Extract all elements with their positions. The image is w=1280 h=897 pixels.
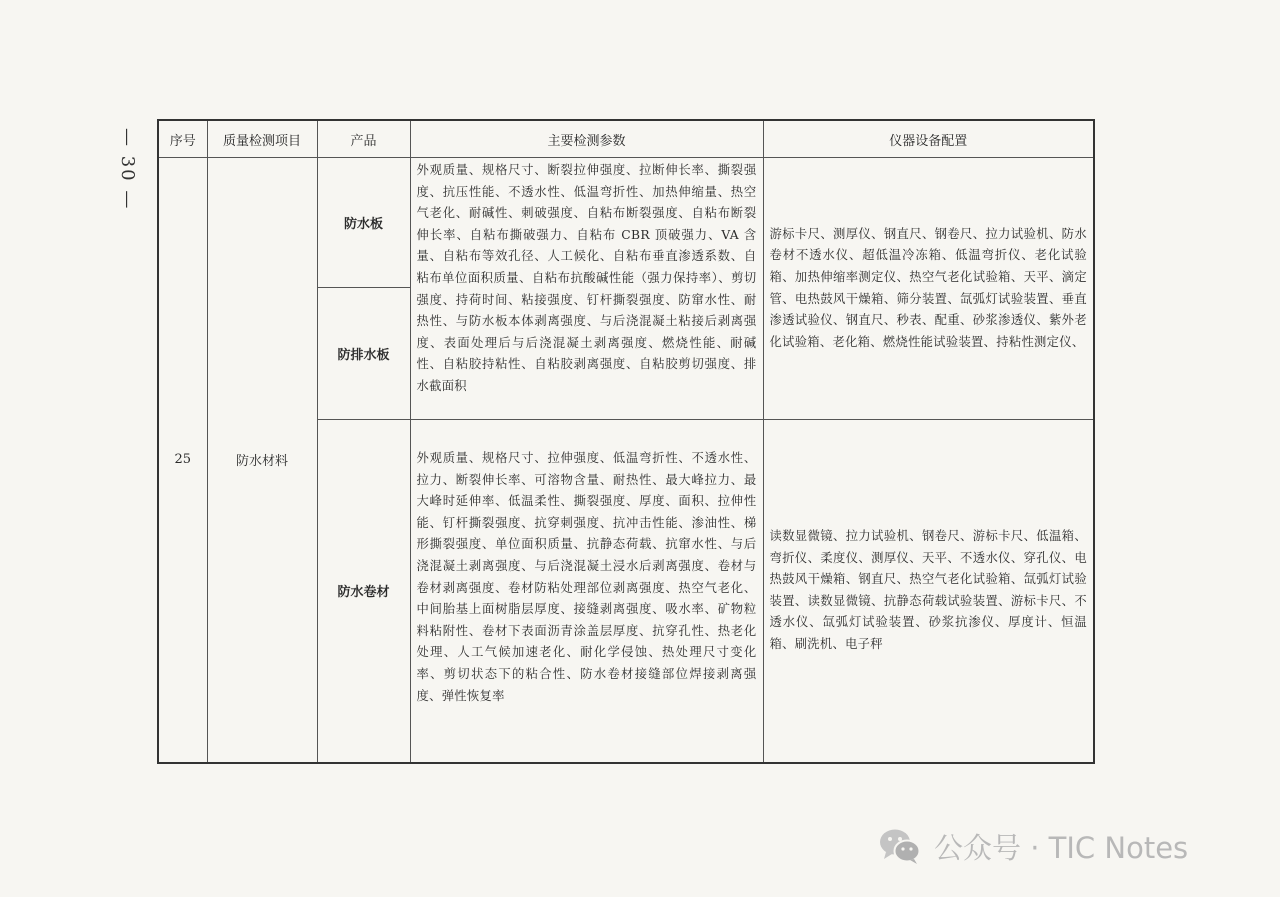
row-item: 防水材料 [207, 158, 317, 763]
watermark [878, 826, 1188, 866]
product-fangshuiban: 防水板 [317, 158, 410, 288]
inspection-table [157, 119, 1095, 764]
equipment-cell-1: 游标卡尺、测厚仪、钢直尺、钢卷尺、拉力试验机、防水卷材不透水仪、超低温冷冻箱、低温弯折仪、老化试验箱、加热伸缩率测定仪、热空气老化试验箱、天平、滴定管、电热鼓风干燥箱、筛分装置、氙弧灯试验装置、垂直渗透试验仪、钢直尺、秒表、配重、砂浆渗透仪、紫外老化试验箱、老化箱、燃烧性能试验装置、持粘性测定仪、 [763, 158, 1094, 420]
table-header-row [158, 120, 1094, 158]
header-params: 主要检测参数 [410, 120, 763, 158]
watermark-text: 公众号 · TIC Notes [934, 830, 1189, 865]
header-product: 产品 [317, 120, 410, 158]
table-row [158, 158, 1094, 288]
params-cell-2: 外观质量、规格尺寸、拉伸强度、低温弯折性、不透水性、拉力、断裂伸长率、可溶物含量、耐热性、最大峰拉力、最大峰时延伸率、低温柔性、撕裂强度、厚度、面积、拉伸性能、钉杆撕裂强度、抗穿刺强度、抗冲击性能、渗油性、梯形撕裂强度、单位面积质量、抗静态荷载、抗窜水性、与后浇混凝土剥离强度、与后浇混凝土浸水后剥离强度、卷材与卷材剥离强度、卷材防粘处理部位剥离强度、热空气老化、中间胎基上面树脂层厚度、接缝剥离强度、吸水率、矿物粒料粘附性、卷材下表面沥青涂盖层厚度、抗穿孔性、热老化处理、人工气候加速老化、耐化学侵蚀、热处理尺寸变化率、剪切状态下的粘合性、防水卷材接缝部位焊接剥离强度、弹性恢复率 [410, 420, 763, 763]
header-seq: 序号 [158, 120, 207, 158]
equipment-cell-2: 读数显微镜、拉力试验机、钢卷尺、游标卡尺、低温箱、弯折仪、柔度仪、测厚仪、天平、不透水仪、穿孔仪、电热鼓风干燥箱、钢直尺、热空气老化试验箱、氙弧灯试验装置、读数显微镜、抗静态荷载试验装置、游标卡尺、不透水仪、氙弧灯试验装置、砂浆抗渗仪、厚度计、恒温箱、刷洗机、电子秤 [763, 420, 1094, 763]
header-equipment: 仪器设备配置 [763, 120, 1094, 158]
product-fangpaishuiban: 防排水板 [317, 288, 410, 420]
product-fangshuijuancai: 防水卷材 [317, 420, 410, 763]
params-cell-1: 外观质量、规格尺寸、断裂拉伸强度、拉断伸长率、撕裂强度、抗压性能、不透水性、低温弯折性、加热伸缩量、热空气老化、耐碱性、刺破强度、自粘布断裂强度、自粘布断裂伸长率、自粘布撕破强力、自粘布 CBR 顶破强力、VA 含量、自粘布等效孔径、人工候化、自粘布垂直渗透系数、自粘布单位面积质量、自粘布抗酸碱性能（强力保持率）、剪切强度、持荷时间、粘接强度、钉杆撕裂强度、防窜水性、耐热性、与防水板本体剥离强度、与后浇混凝土粘接后剥离强度、表面处理后与后浇混凝土剥离强度、燃烧性能、耐碱性、自粘胶持粘性、自粘胶剥离强度、自粘胶剪切强度、排水截面积 [410, 158, 763, 420]
header-item: 质量检测项目 [207, 120, 317, 158]
page-number-text: — 30 — [117, 128, 138, 211]
row-seq: 25 [158, 158, 207, 763]
wechat-icon [878, 826, 922, 866]
